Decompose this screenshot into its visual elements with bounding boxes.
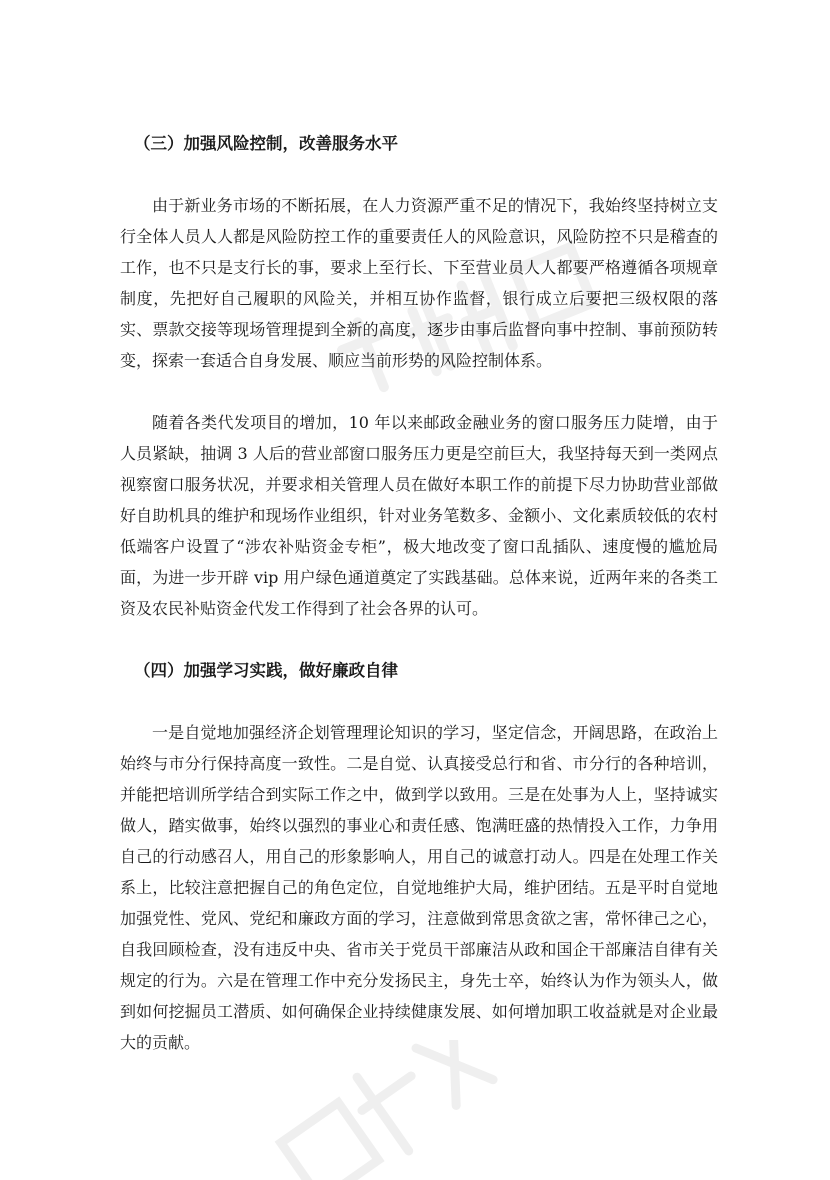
watermark-logo-bottom [250, 1040, 510, 1180]
section-4-paragraph-1: 一是自觉地加强经济企划管理理论知识的学习，坚定信念，开阔思路，在政治上始终与市分行保持高度一致性。二是自觉、认真接受总行和省、市分行的各种培训，并能把培训所学结合到实际工作之中，做到学以致用。三是在处事为人上，坚持诚实做人，踏实做事，始终以强烈的事业心和责任感、饱满旺盛的热情投入工作，力争用自己的行动感召人，用自己的形象影响人，用自己的诚意打动人。四是在处理工作关系上，比较注意把握自己的角色定位，自觉地维护大局，维护团结。五是平时自觉地加强党性、党风、党纪和廉政方面的学习，注意做到常思贪欲之害，常怀律己之心，自我回顾检查，没有违反中央、省市关于党员干部廉洁从政和国企干部廉洁自律有关规定的行为。六是在管理工作中充分发扬民主，身先士卒，始终认为作为领头人，做到如何挖掘员工潜质、如何确保企业持续健康发展、如何增加职工收益就是对企业最大的贡献。 [120, 723, 718, 1052]
section-heading-4: （四）加强学习实践，做好廉政自律 [134, 661, 398, 680]
section-3-paragraph-2: 随着各类代发项目的增加，10 年以来邮政金融业务的窗口服务压力陡增，由于人员紧缺，抽调 3 人后的营业部窗口服务压力更是空前巨大，我坚持每天到一类网点视察窗口服务状况，并要求相关管理人员在做好本职工作的前提下尽力协助营业部做好自助机具的维护和现场作业组织，针对业务笔数多、金额小、文化素质较低的农村低端客户设置了“涉农补贴资金专柜”，极大地改变了窗口乱插队、速度慢的尴尬局面，为进一步开辟 vip 用户绿色通道奠定了实践基础。总体来说，近两年来的各类工资及农民补贴资金代发工作得到了社会各界的认可。 [120, 413, 718, 618]
section-heading-3: （三）加强风险控制，改善服务水平 [134, 134, 398, 153]
document-body [120, 128, 718, 1058]
section-3-paragraph-1: 由于新业务市场的不断拓展，在人力资源严重不足的情况下，我始终坚持树立支行全体人员人人都是风险防控工作的重要责任人的风险意识，风险防控不只是稽查的工作，也不只是支行长的事，要求上至行长、下至营业员人人都要严格遵循各项规章制度，先把好自己履职的风险关，并相互协作监督，银行成立后要把三级权限的落实、票款交接等现场管理提到全新的高度，逐步由事后监督向事中控制、事前预防转变，探索一套适合自身发展、顺应当前形势的风险控制体系。 [120, 196, 718, 370]
